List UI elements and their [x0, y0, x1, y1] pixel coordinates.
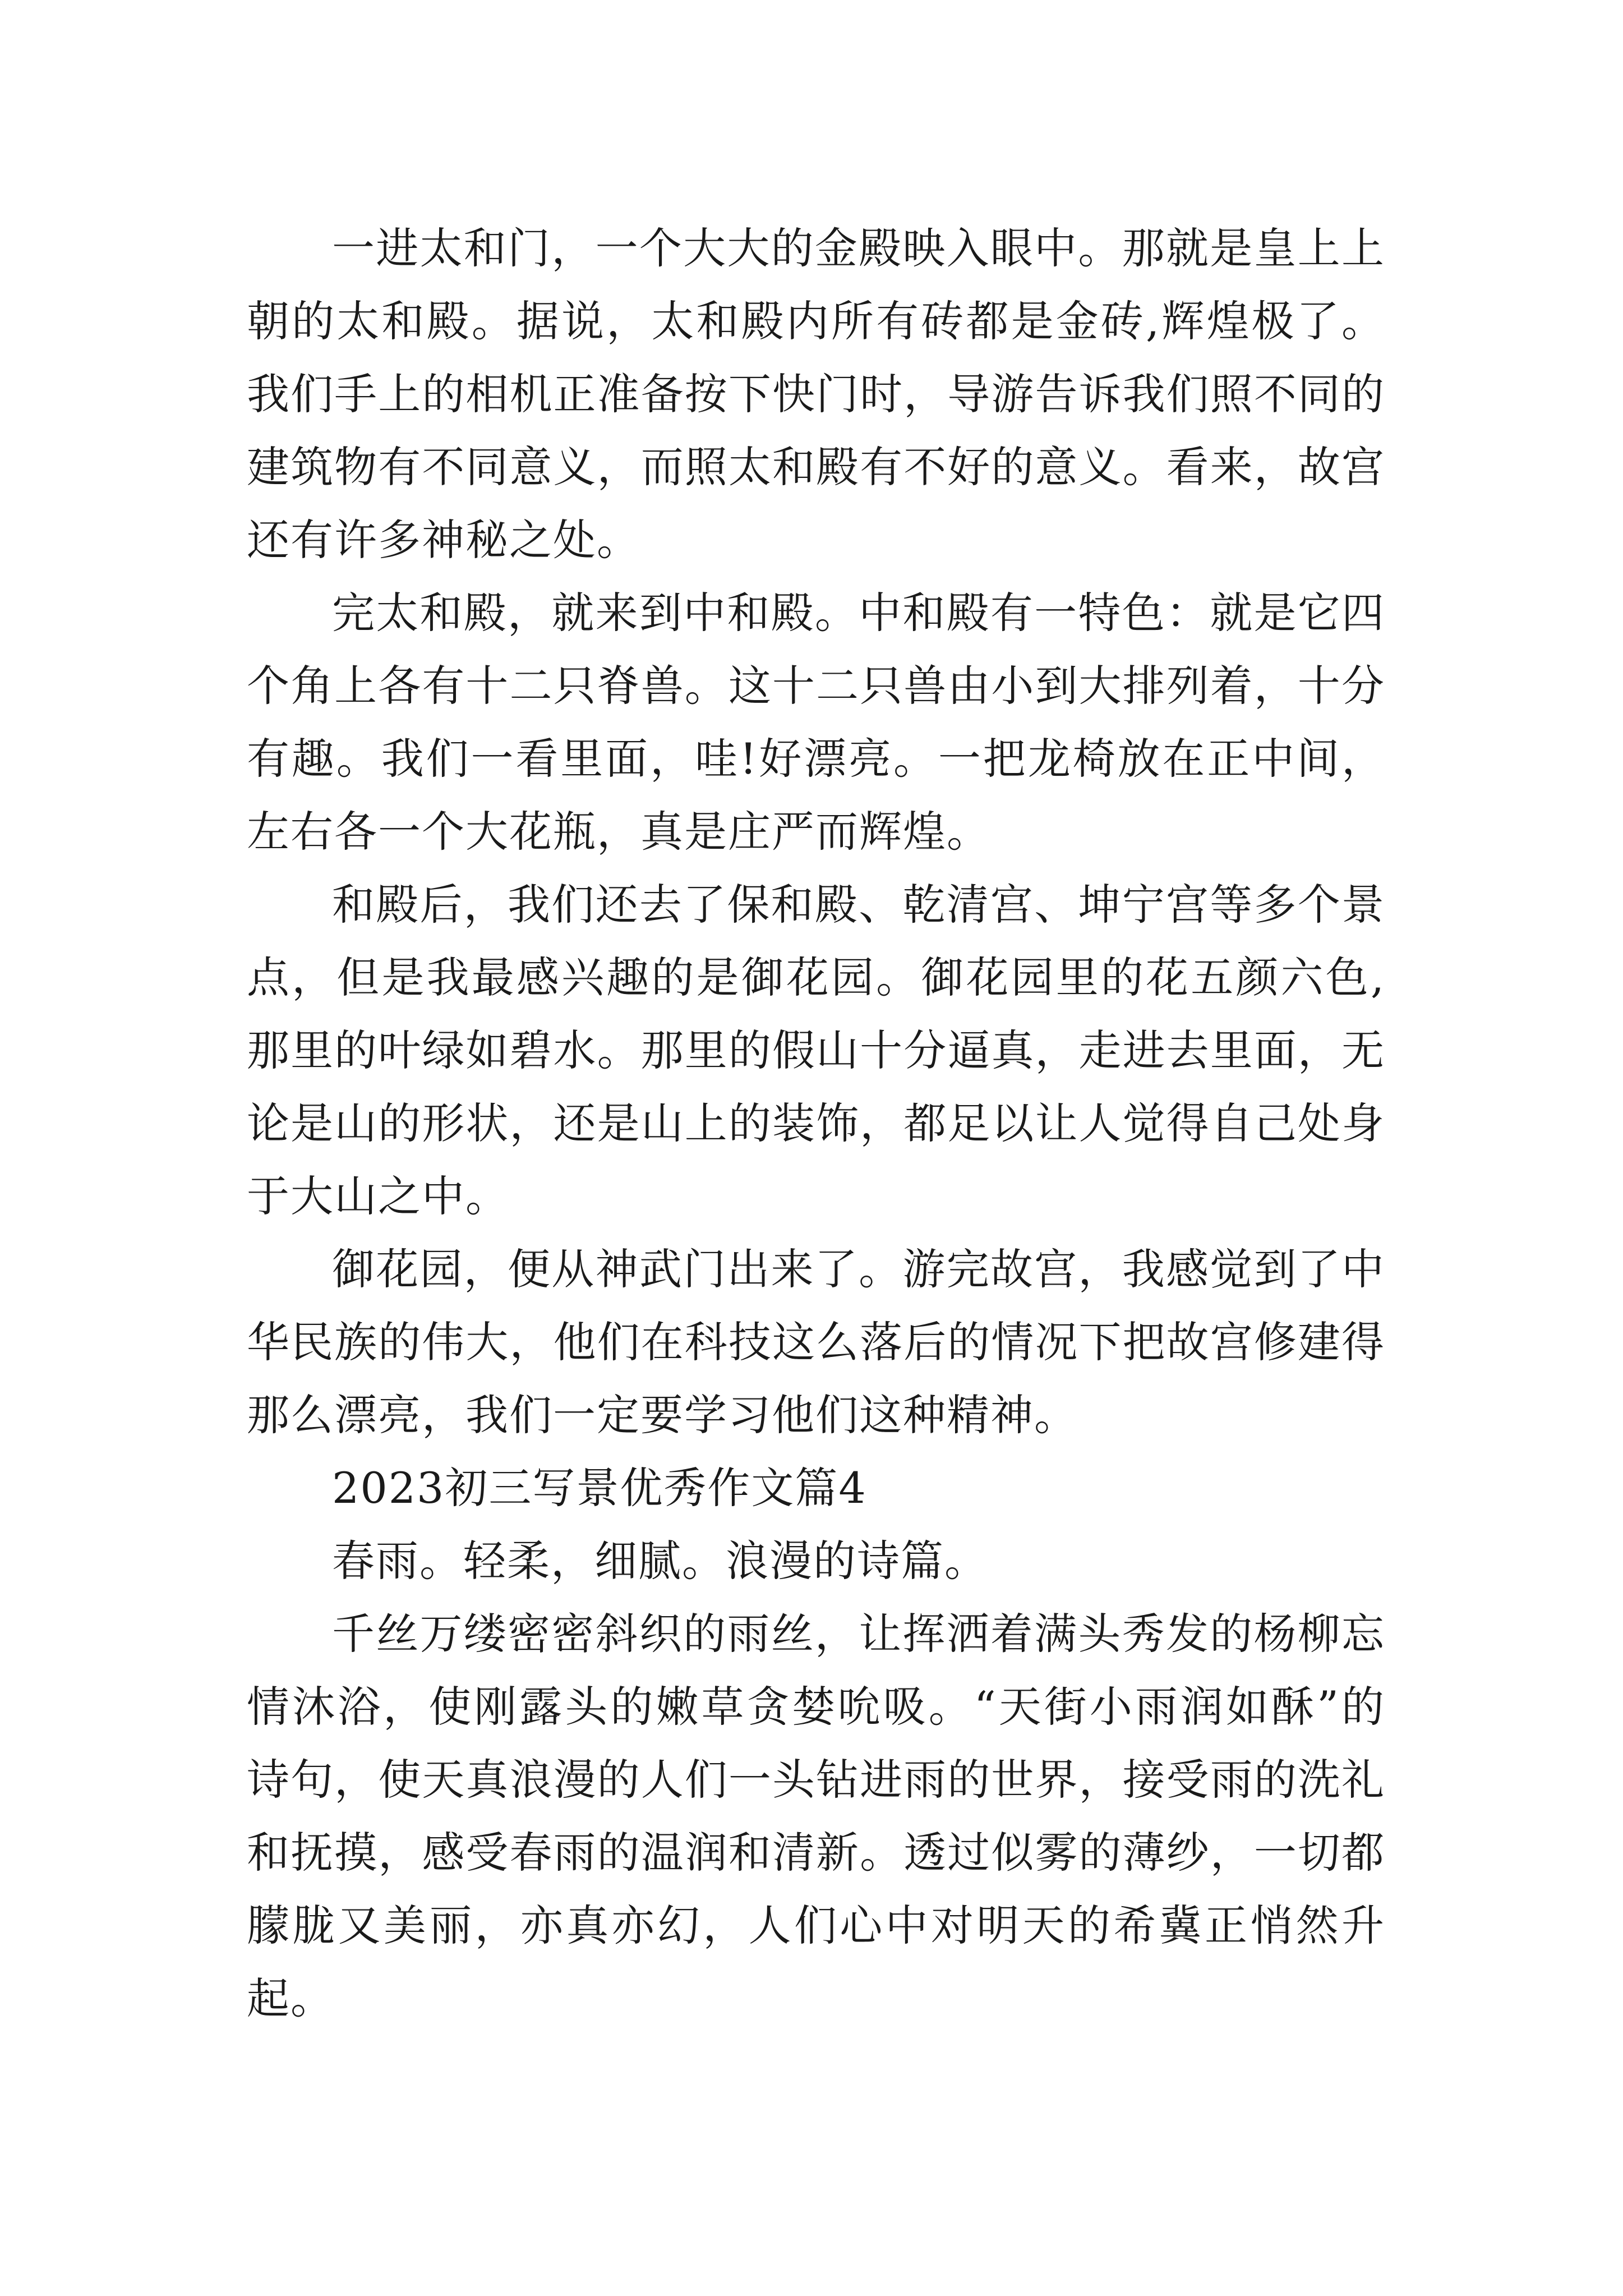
- paragraph-spring-rain-intro: 春雨。轻柔，细腻。浪漫的诗篇。: [332, 1536, 988, 1586]
- paragraph-taihe-hall: 一进太和门，一个大大的金殿映入眼中。那就是皇上上朝的太和殿。据说，太和殿内所有砖都是金砖,辉煌极了。我们手上的相机正准备按下快门时，导游告诉我们照不同的建筑物有不同意义，而照太和殿有不好的意义。看来，故宫还有许多神秘之处。: [247, 223, 1385, 565]
- paragraph-conclusion: 御花园，便从神武门出来了。游完故宫，我感觉到了中华民族的伟大，他们在科技这么落后的情况下把故宫修建得那么漂亮，我们一定要学习他们这种精神。: [247, 1244, 1385, 1440]
- document-body: [247, 212, 1385, 2035]
- paragraph-imperial-garden: 和殿后，我们还去了保和殿、乾清宫、坤宁宫等多个景点，但是我最感兴趣的是御花园。御花园里的花五颜六色,那里的叶绿如碧水。那里的假山十分逼真，走进去里面，无论是山的形状，还是山上的装饰，都足以让人觉得自己处身于大山之中。: [247, 880, 1385, 1221]
- paragraph-zhonghe-hall: 完太和殿，就来到中和殿。中和殿有一特色：就是它四个角上各有十二只脊兽。这十二只兽由小到大排列着，十分有趣。我们一看里面，哇!好漂亮。一把龙椅放在正中间，左右各一个大花瓶，真是庄严而辉煌。: [247, 588, 1385, 857]
- paragraph-spring-rain: 千丝万缕密密斜织的雨丝，让挥洒着满头秀发的杨柳忘情沐浴，使刚露头的嫩草贪婪吮吸。“天街小雨润如酥”的诗句，使天真浪漫的人们一头钻进雨的世界，接受雨的洗礼和抚摸，感受春雨的温润和清新。透过似雾的薄纱，一切都朦胧又美丽，亦真亦幻，人们心中对明天的希冀正悄然升起。: [247, 1609, 1385, 2023]
- section-heading: 2023初三写景优秀作文篇4: [332, 1463, 867, 1513]
